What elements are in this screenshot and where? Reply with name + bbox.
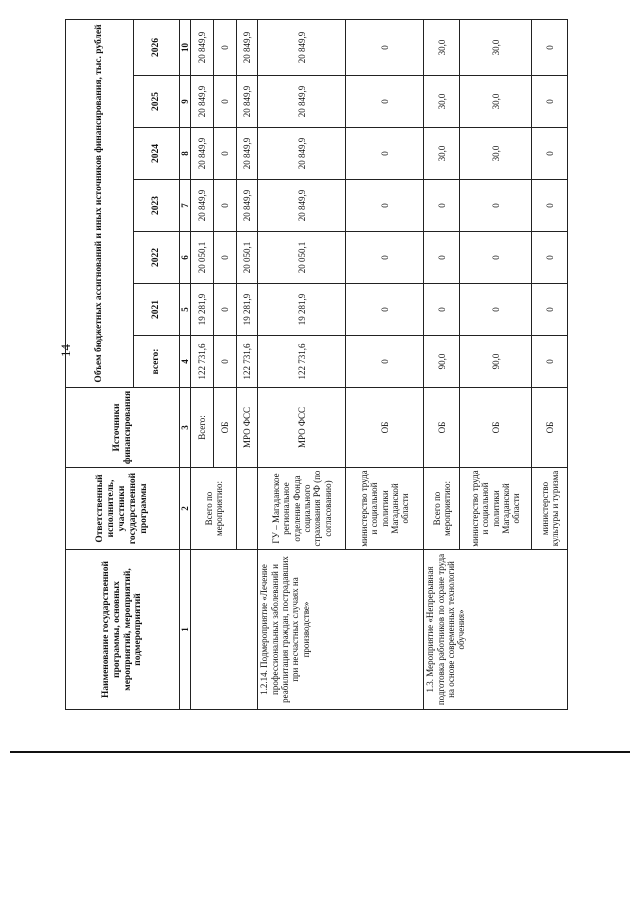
value-cell: 0 — [532, 284, 568, 336]
responsible-cell — [237, 468, 258, 550]
col-number: 5 — [180, 284, 191, 336]
value-cell: 0 — [214, 284, 237, 336]
value-cell: 0 — [532, 19, 568, 75]
value-cell: 20 849,9 — [258, 180, 346, 232]
responsible-cell: министерство культуры и туризма — [532, 468, 568, 550]
table-row — [258, 19, 346, 709]
header-year-2023: 2023 — [134, 180, 180, 232]
source-cell: Всего: — [191, 388, 214, 468]
table-row — [424, 19, 460, 709]
value-cell: 20 849,9 — [258, 19, 346, 75]
source-cell: ОБ — [532, 388, 568, 468]
value-cell: 20 050,1 — [258, 232, 346, 284]
value-cell: 20 849,9 — [191, 76, 214, 128]
source-cell: ОБ — [346, 388, 424, 468]
value-cell: 0 — [424, 180, 460, 232]
col-number: 3 — [180, 388, 191, 468]
col-number: 2 — [180, 468, 191, 550]
value-cell: 90,0 — [460, 336, 532, 388]
horizontal-divider — [10, 751, 630, 753]
page-number: 14 — [58, 344, 73, 357]
col-number: 7 — [180, 180, 191, 232]
header-responsible: Ответственный исполнитель, участники государственной программы — [66, 468, 180, 550]
header-year-2024: 2024 — [134, 128, 180, 180]
value-cell: 0 — [424, 284, 460, 336]
value-cell: 122 731,6 — [191, 336, 214, 388]
value-cell: 20 849,9 — [237, 128, 258, 180]
value-cell: 0 — [346, 76, 424, 128]
col-number: 8 — [180, 128, 191, 180]
value-cell: 90,0 — [424, 336, 460, 388]
source-cell: МРО ФСС — [258, 388, 346, 468]
value-cell: 0 — [346, 180, 424, 232]
value-cell: 0 — [214, 180, 237, 232]
value-cell: 0 — [214, 232, 237, 284]
value-cell: 122 731,6 — [258, 336, 346, 388]
value-cell: 20 849,9 — [258, 76, 346, 128]
value-cell: 0 — [532, 336, 568, 388]
value-cell: 30,0 — [460, 128, 532, 180]
value-cell: 0 — [346, 128, 424, 180]
col-number: 4 — [180, 336, 191, 388]
responsible-cell: министерство труда и социальной политики Магаданской области — [346, 468, 424, 550]
col-number: 9 — [180, 76, 191, 128]
header-year-2022: 2022 — [134, 232, 180, 284]
value-cell: 20 849,9 — [237, 180, 258, 232]
value-cell: 0 — [460, 232, 532, 284]
value-cell: 0 — [460, 284, 532, 336]
value-cell: 0 — [214, 128, 237, 180]
header-year-2025: 2025 — [134, 76, 180, 128]
value-cell: 19 281,9 — [191, 284, 214, 336]
col-number: 1 — [180, 550, 191, 710]
value-cell: 30,0 — [424, 76, 460, 128]
value-cell: 0 — [346, 19, 424, 75]
value-cell: 0 — [532, 232, 568, 284]
responsible-cell: Всего по мероприятию: — [191, 468, 237, 550]
value-cell: 20 849,9 — [191, 19, 214, 75]
subactivity-name-cell: 1.2.14. Подмероприятие «Лечение профессиональных заболеваний и реабилитация граждан, пострадавших при несчастных случаях на производстве» — [258, 550, 424, 710]
header-year-2021: 2021 — [134, 284, 180, 336]
value-cell: 19 281,9 — [237, 284, 258, 336]
table-row — [191, 19, 214, 709]
header-total: всего: — [134, 336, 180, 388]
name-cell — [191, 550, 258, 710]
responsible-cell: Всего по мероприятию: — [424, 468, 460, 550]
value-cell: 0 — [460, 180, 532, 232]
header-sources: Источники финансирования — [66, 388, 180, 468]
value-cell: 0 — [214, 76, 237, 128]
value-cell: 122 731,6 — [237, 336, 258, 388]
value-cell: 0 — [424, 232, 460, 284]
source-cell: МРО ФСС — [237, 388, 258, 468]
rotated-table-container — [65, 20, 630, 710]
value-cell: 30,0 — [424, 19, 460, 75]
header-name: Наименование государственной программы, основных мероприятий, мероприятий, подмероприятий — [66, 550, 180, 710]
source-cell: ОБ — [424, 388, 460, 468]
source-cell: ОБ — [460, 388, 532, 468]
value-cell: 20 849,9 — [237, 19, 258, 75]
value-cell: 0 — [346, 336, 424, 388]
value-cell: 20 849,9 — [191, 180, 214, 232]
source-cell: ОБ — [214, 388, 237, 468]
value-cell: 20 849,9 — [237, 76, 258, 128]
value-cell: 0 — [346, 232, 424, 284]
value-cell: 30,0 — [460, 76, 532, 128]
value-cell: 30,0 — [460, 19, 532, 75]
value-cell: 20 849,9 — [191, 128, 214, 180]
value-cell: 20 050,1 — [237, 232, 258, 284]
value-cell: 19 281,9 — [258, 284, 346, 336]
header-budget: Объем бюджетных ассигнований и иных источников финансирования, тыс. рублей — [66, 19, 134, 387]
budget-table — [65, 19, 568, 710]
value-cell: 0 — [532, 76, 568, 128]
value-cell: 0 — [214, 336, 237, 388]
value-cell: 20 849,9 — [258, 128, 346, 180]
value-cell: 20 050,1 — [191, 232, 214, 284]
value-cell: 30,0 — [424, 128, 460, 180]
value-cell: 0 — [532, 180, 568, 232]
activity-name-cell: 1.3. Мероприятие «Непрерывная подготовка работников по охране труда на основе современных технологий обучения» — [424, 550, 568, 710]
column-number-row — [180, 19, 191, 709]
value-cell: 0 — [214, 19, 237, 75]
col-number: 10 — [180, 19, 191, 75]
value-cell: 0 — [346, 284, 424, 336]
responsible-cell: министерство труда и социальной политики Магаданской области — [460, 468, 532, 550]
col-number: 6 — [180, 232, 191, 284]
responsible-cell: ГУ – Магаданское региональное отделение Фонда социального страхования РФ (по согласованию) — [258, 468, 346, 550]
header-year-2026: 2026 — [134, 19, 180, 75]
value-cell: 0 — [532, 128, 568, 180]
